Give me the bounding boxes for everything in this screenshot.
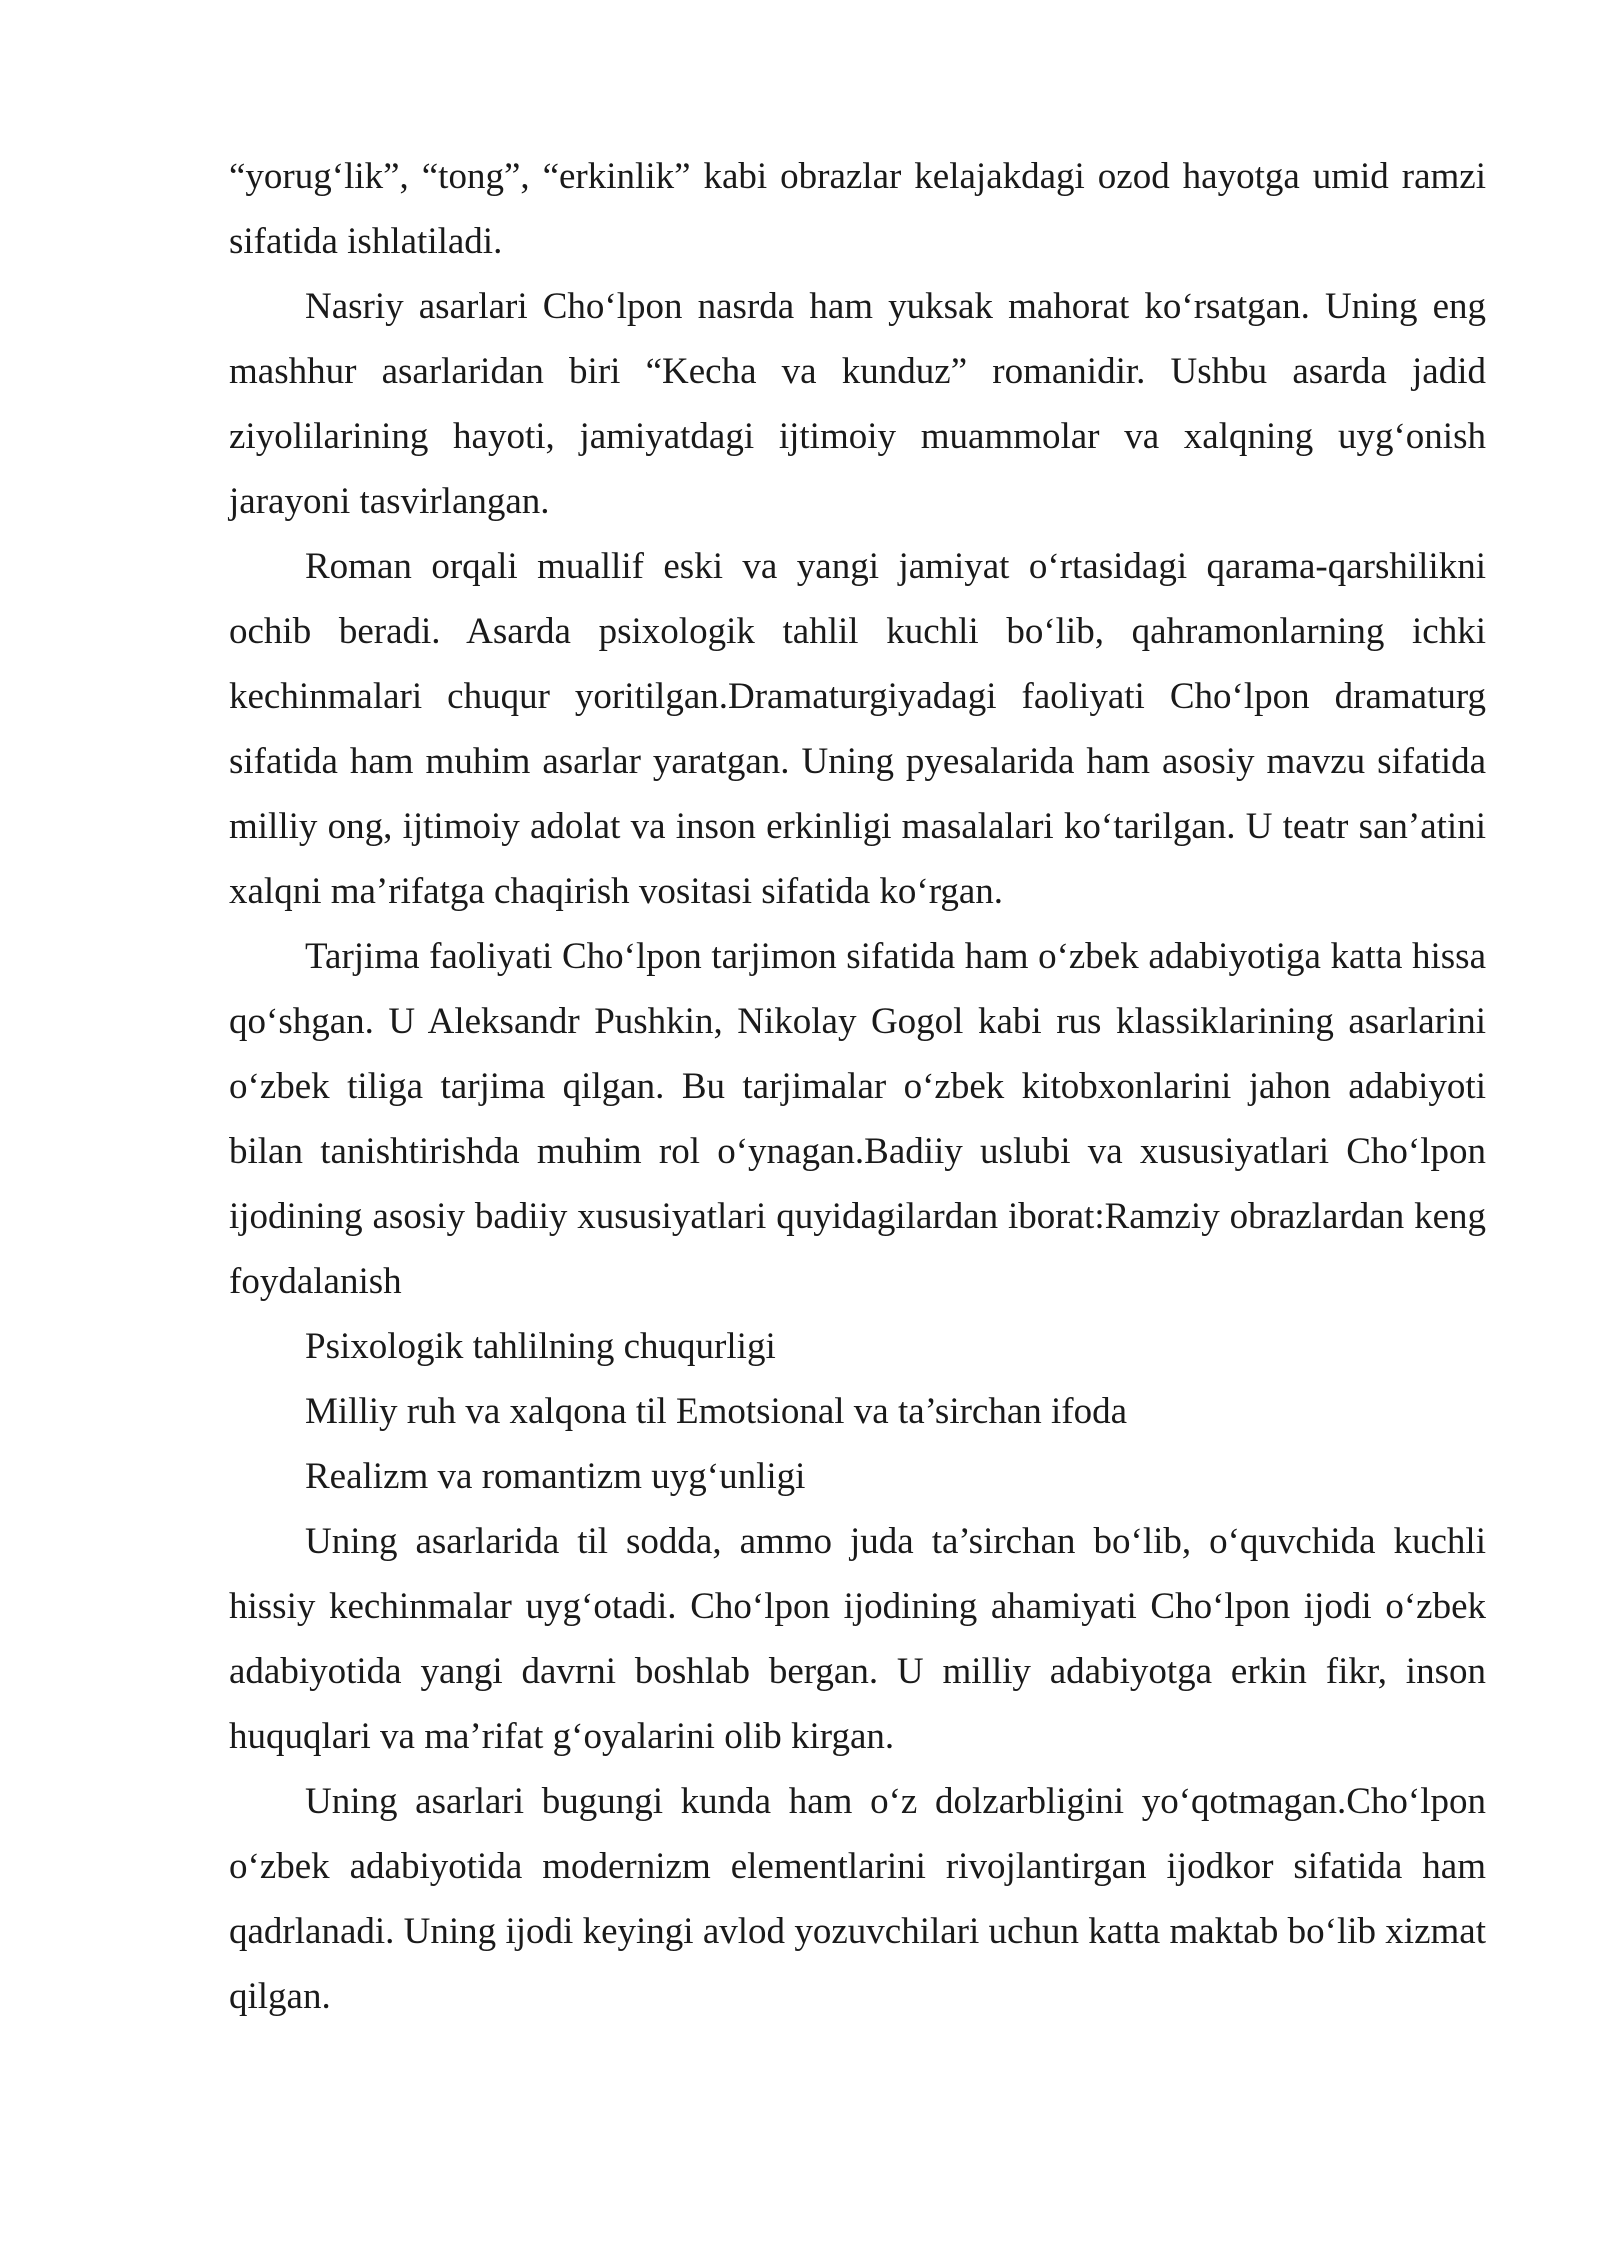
paragraph-continuation: “yorug‘lik”, “tong”, “erkinlik” kabi obrazlar kelajakdagi ozod hayotga umid ramzi sifatida ishlatiladi. [229,156,1486,262]
list-item: Psixologik tahlilning chuqurligi [305,1326,776,1367]
list-item: Milliy ruh va xalqona til Emotsional va ta’sirchan ifoda [305,1391,1128,1432]
paragraph-legacy: Uning asarlari bugungi kunda ham o‘z dolzarbligini yo‘qotmagan.Cho‘lpon o‘zbek adabiyotida modernizm elementlarini rivojlantirgan ijodkor sifatida ham qadrlanadi. Uning ijodi keyingi avlod yozuvchilari uchun katta maktab bo‘lib xizmat qilgan. [229,1781,1486,2017]
document-page [229,144,1486,2029]
paragraph-significance: Uning asarlarida til sodda, ammo juda ta’sirchan bo‘lib, o‘quvchida kuchli hissiy kechinmalar uyg‘otadi. Cho‘lpon ijodining ahamiyati Cho‘lpon ijodi o‘zbek adabiyotida yangi davrni boshlab bergan. U milliy adabiyotga erkin fikr, inson huquqlari va ma’rifat g‘oyalarini olib kirgan. [229,1521,1486,1757]
paragraph-translation-style: Tarjima faoliyati Cho‘lpon tarjimon sifatida ham o‘zbek adabiyotiga katta hissa qo‘shgan. U Aleksandr Pushkin, Nikolay Gogol kabi rus klassiklarining asarlarini o‘zbek tiliga tarjima qilgan. Bu tarjimalar o‘zbek kitobxonlarini jahon adabiyoti bilan tanishtirishda muhim rol o‘ynagan.Badiiy uslubi va xususiyatlari Cho‘lpon ijodining asosiy badiiy xususiyatlari quyidagilardan iborat:Ramziy obrazlardan keng foydalanish [229,936,1486,1302]
list-item: Realizm va romantizm uyg‘unligi [305,1456,806,1497]
paragraph-novel-dramaturgy: Roman orqali muallif eski va yangi jamiyat o‘rtasidagi qarama-qarshilikni ochib beradi. Asarda psixologik tahlil kuchli bo‘lib, qahramonlarning ichki kechinmalari chuqur yoritilgan.Dramaturgiyadagi faoliyati Cho‘lpon dramaturg sifatida ham muhim asarlar yaratgan. Uning pyesalarida ham asosiy mavzu sifatida milliy ong, ijtimoiy adolat va inson erkinligi masalalari ko‘tarilgan. U teatr san’atini xalqni ma’rifatga chaqirish vositasi sifatida ko‘rgan. [229,546,1486,912]
paragraph-prose-works: Nasriy asarlari Cho‘lpon nasrda ham yuksak mahorat ko‘rsatgan. Uning eng mashhur asarlaridan biri “Kecha va kunduz” romanidir. Ushbu asarda jadid ziyolilarining hayoti, jamiyatdagi ijtimoiy muammolar va xalqning uyg‘onish jarayoni tasvirlangan. [229,286,1486,522]
